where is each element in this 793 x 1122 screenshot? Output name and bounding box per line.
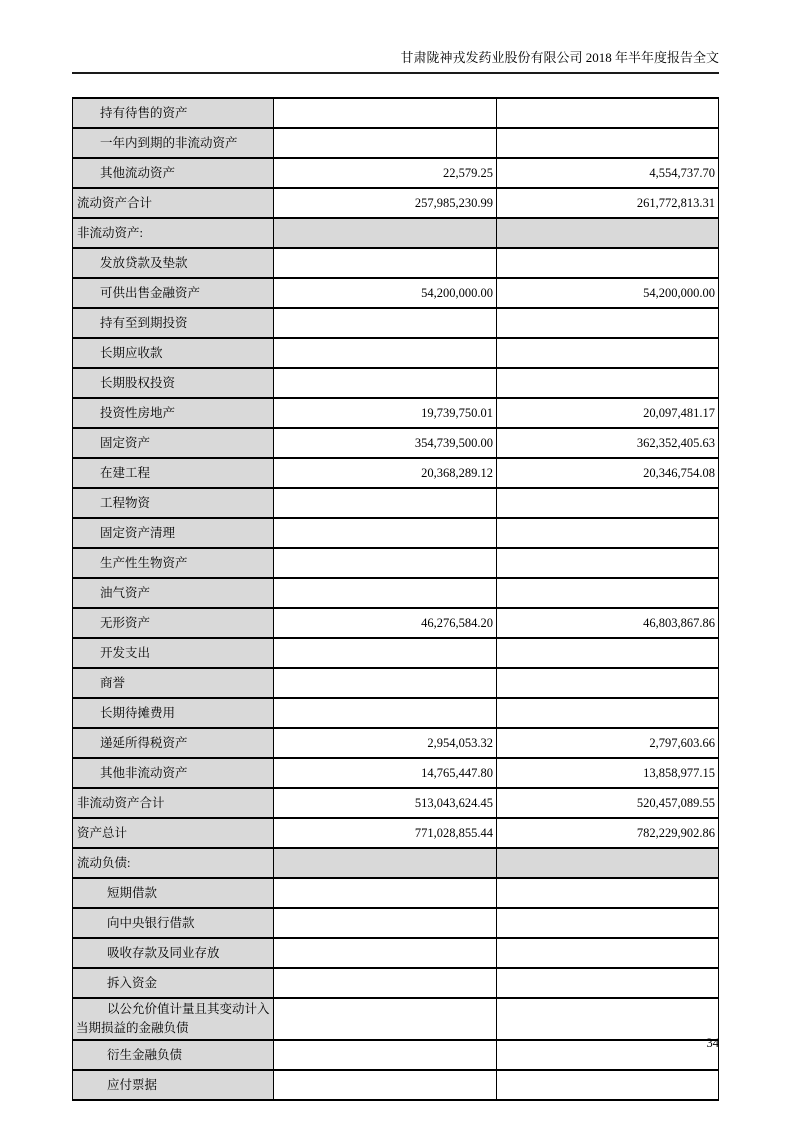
table-row [73, 908, 719, 938]
row-value-current-period [274, 638, 497, 668]
row-label: 在建工程 [73, 458, 274, 488]
row-value-current-period: 20,368,289.12 [274, 458, 497, 488]
row-value-current-period [274, 1070, 497, 1100]
table-row [73, 128, 719, 158]
row-value-current-period: 354,739,500.00 [274, 428, 497, 458]
table-row [73, 98, 719, 128]
row-value-current-period: 22,579.25 [274, 158, 497, 188]
table-row [73, 548, 719, 578]
row-label: 无形资产 [73, 608, 274, 638]
page-number: 34 [706, 1036, 719, 1050]
row-value-current-period [274, 98, 497, 128]
row-label: 生产性生物资产 [73, 548, 274, 578]
table-row [73, 278, 719, 308]
row-value-prior-period [497, 518, 719, 548]
row-value-current-period [274, 308, 497, 338]
row-value-current-period [274, 968, 497, 998]
row-label: 向中央银行借款 [73, 908, 274, 938]
row-value-prior-period: 20,346,754.08 [497, 458, 719, 488]
table-row [73, 458, 719, 488]
table-row [73, 788, 719, 818]
table-row [73, 968, 719, 998]
row-label: 可供出售金融资产 [73, 278, 274, 308]
row-value-prior-period: 2,797,603.66 [497, 728, 719, 758]
row-label: 短期借款 [73, 878, 274, 908]
table-row [73, 668, 719, 698]
row-label: 衍生金融负债 [73, 1040, 274, 1070]
row-label: 非流动资产合计 [73, 788, 274, 818]
table-row [73, 188, 719, 218]
row-label: 长期待摊费用 [73, 698, 274, 728]
row-label: 其他流动资产 [73, 158, 274, 188]
row-value-current-period: 14,765,447.80 [274, 758, 497, 788]
header-divider-line [72, 72, 719, 74]
row-value-prior-period: 362,352,405.63 [497, 428, 719, 458]
row-value-current-period: 54,200,000.00 [274, 278, 497, 308]
table-row [73, 398, 719, 428]
table-row [73, 488, 719, 518]
table-row [73, 878, 719, 908]
row-value-prior-period: 20,097,481.17 [497, 398, 719, 428]
row-value-prior-period: 782,229,902.86 [497, 818, 719, 848]
row-label: 以公允价值计量且其变动计入当期损益的金融负债 [73, 998, 274, 1040]
row-value-prior-period [497, 878, 719, 908]
row-value-prior-period: 46,803,867.86 [497, 608, 719, 638]
row-value-prior-period [497, 218, 719, 248]
row-label: 资产总计 [73, 818, 274, 848]
report-header-title: 甘肃陇神戎发药业股份有限公司 2018 年半年度报告全文 [400, 50, 719, 65]
row-value-prior-period [497, 248, 719, 278]
row-value-prior-period: 54,200,000.00 [497, 278, 719, 308]
row-value-prior-period [497, 938, 719, 968]
row-value-current-period [274, 338, 497, 368]
row-value-current-period: 19,739,750.01 [274, 398, 497, 428]
row-value-current-period: 2,954,053.32 [274, 728, 497, 758]
row-value-current-period [274, 878, 497, 908]
table-row [73, 428, 719, 458]
table-row [73, 998, 719, 1040]
row-value-current-period [274, 488, 497, 518]
row-label: 工程物资 [73, 488, 274, 518]
row-value-current-period [274, 128, 497, 158]
row-value-current-period: 513,043,624.45 [274, 788, 497, 818]
row-value-prior-period: 261,772,813.31 [497, 188, 719, 218]
row-label: 固定资产清理 [73, 518, 274, 548]
table-row [73, 308, 719, 338]
row-value-prior-period [497, 98, 719, 128]
row-value-prior-period [497, 668, 719, 698]
row-label: 发放贷款及垫款 [73, 248, 274, 278]
row-value-prior-period [497, 968, 719, 998]
row-label: 流动负债: [73, 848, 274, 878]
row-value-prior-period: 4,554,737.70 [497, 158, 719, 188]
table-row [73, 578, 719, 608]
row-label: 油气资产 [73, 578, 274, 608]
row-value-prior-period [497, 548, 719, 578]
table-row [73, 338, 719, 368]
row-value-prior-period [497, 338, 719, 368]
row-label: 持有待售的资产 [73, 98, 274, 128]
row-value-prior-period [497, 488, 719, 518]
row-value-current-period [274, 908, 497, 938]
table-row [73, 248, 719, 278]
row-value-prior-period [497, 908, 719, 938]
table-row [73, 518, 719, 548]
table-row [73, 368, 719, 398]
row-label: 其他非流动资产 [73, 758, 274, 788]
row-label: 一年内到期的非流动资产 [73, 128, 274, 158]
table-row [73, 1070, 719, 1100]
row-value-current-period [274, 1040, 497, 1070]
table-row [73, 638, 719, 668]
row-label: 持有至到期投资 [73, 308, 274, 338]
row-value-current-period [274, 368, 497, 398]
section-row [73, 848, 719, 878]
row-value-current-period [274, 668, 497, 698]
table-row [73, 698, 719, 728]
row-value-prior-period [497, 638, 719, 668]
row-value-prior-period: 520,457,089.55 [497, 788, 719, 818]
row-value-current-period [274, 938, 497, 968]
row-value-current-period [274, 248, 497, 278]
row-label: 长期应收款 [73, 338, 274, 368]
row-value-prior-period [497, 1040, 719, 1070]
table-row [73, 818, 719, 848]
table-row [73, 1040, 719, 1070]
row-value-prior-period [497, 578, 719, 608]
row-value-prior-period [497, 998, 719, 1040]
row-label: 固定资产 [73, 428, 274, 458]
row-value-current-period [274, 518, 497, 548]
table-row [73, 728, 719, 758]
table-row [73, 938, 719, 968]
row-value-prior-period [497, 368, 719, 398]
row-label: 非流动资产: [73, 218, 274, 248]
row-value-prior-period [497, 698, 719, 728]
row-value-current-period [274, 548, 497, 578]
table-row [73, 608, 719, 638]
row-value-current-period: 46,276,584.20 [274, 608, 497, 638]
row-value-current-period: 257,985,230.99 [274, 188, 497, 218]
row-value-current-period [274, 998, 497, 1040]
row-label: 流动资产合计 [73, 188, 274, 218]
row-value-current-period: 771,028,855.44 [274, 818, 497, 848]
row-value-current-period [274, 698, 497, 728]
balance-sheet-table [72, 97, 719, 1101]
row-value-prior-period [497, 308, 719, 338]
table-row [73, 758, 719, 788]
balance-sheet-table-body [73, 98, 719, 1100]
row-label: 递延所得税资产 [73, 728, 274, 758]
row-value-prior-period [497, 848, 719, 878]
row-value-prior-period [497, 128, 719, 158]
table-row [73, 158, 719, 188]
section-row [73, 218, 719, 248]
row-label: 吸收存款及同业存放 [73, 938, 274, 968]
row-label: 开发支出 [73, 638, 274, 668]
row-value-current-period [274, 578, 497, 608]
row-value-prior-period [497, 1070, 719, 1100]
row-label: 投资性房地产 [73, 398, 274, 428]
row-value-current-period [274, 848, 497, 878]
row-label: 应付票据 [73, 1070, 274, 1100]
row-label: 拆入资金 [73, 968, 274, 998]
row-label: 商誉 [73, 668, 274, 698]
row-value-prior-period: 13,858,977.15 [497, 758, 719, 788]
row-value-current-period [274, 218, 497, 248]
row-label: 长期股权投资 [73, 368, 274, 398]
